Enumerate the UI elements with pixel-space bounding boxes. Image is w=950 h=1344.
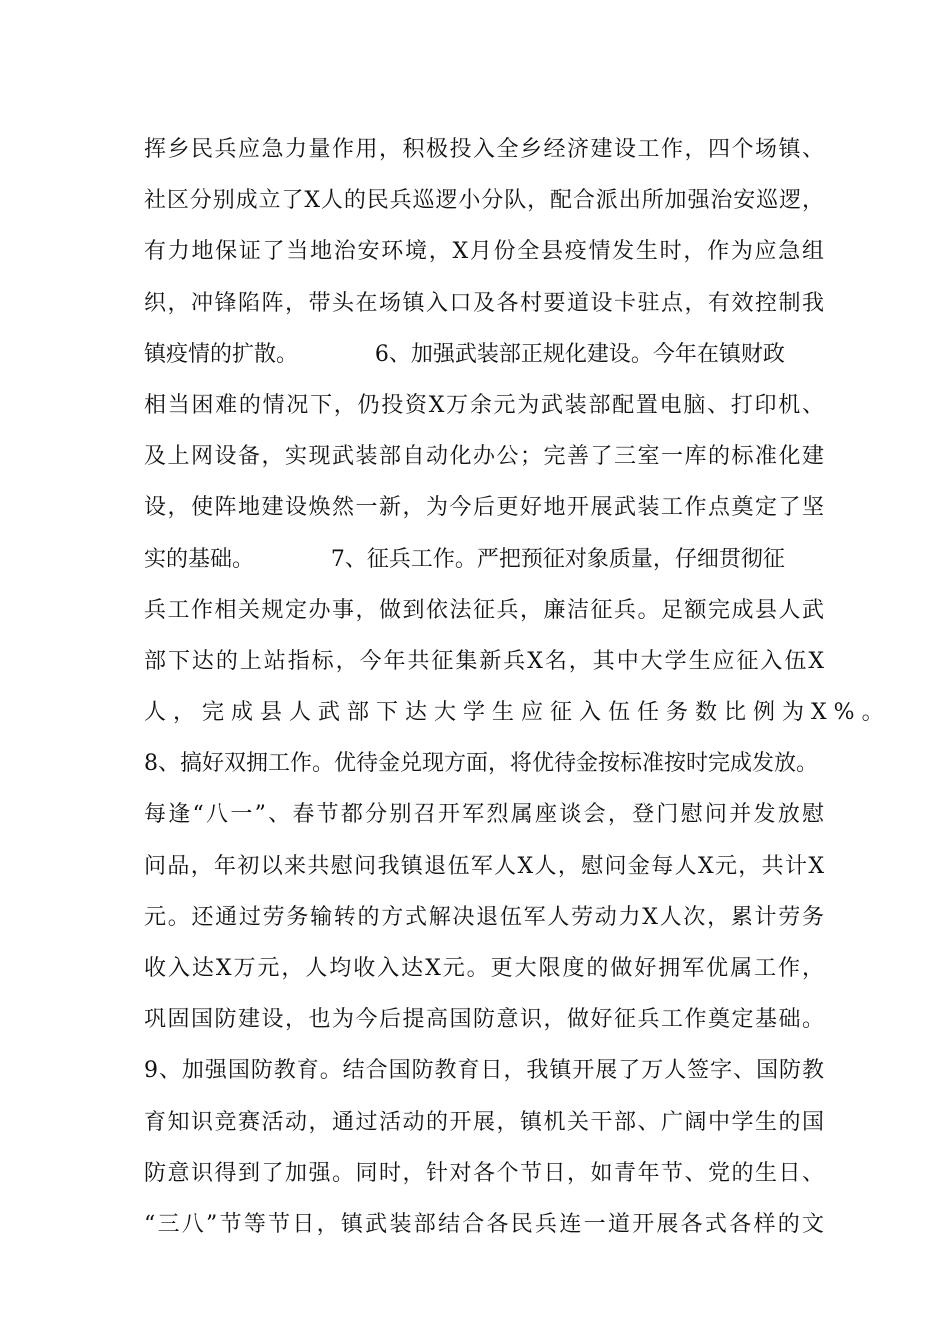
- text-line: 防意识得到了加强。同时，针对各个节日，如青年节、党的生日、: [144, 1160, 824, 1186]
- text-line: 9、加强国防教育。结合国防教育日，我镇开展了万人签字、国防教: [144, 1058, 824, 1084]
- text-line: 人，完成县人武部下达大学生应征入伍任务数比例为X%。: [144, 700, 891, 726]
- text-line: 育知识竞赛活动，通过活动的开展，镇机关干部、广阔中学生的国: [144, 1109, 824, 1135]
- text-line: 8、搞好双拥工作。优待金兑现方面，将优待金按标准按时完成发放。: [144, 751, 818, 777]
- text-line: 收入达X万元，人均收入达X元。更大限度的做好拥军优属工作，: [144, 956, 824, 981]
- text-line: 巩固国防建设，也为今后提高国防意识，做好征兵工作奠定基础。: [144, 1007, 824, 1033]
- text-line: 挥乡民兵应急力量作用，积极投入全乡经济建设工作，四个场镇、: [144, 137, 824, 162]
- text-line: 部下达的上站指标，今年共征集新兵X名，其中大学生应征入伍X: [144, 648, 824, 674]
- text-line: 及上网设备，实现武装部自动化办公；完善了三室一库的标准化建: [144, 444, 824, 470]
- text-line: 社区分别成立了X人的民兵巡逻小分队，配合派出所加强治安巡逻，: [144, 188, 824, 214]
- text-line: 相当困难的情况下，仍投资X万余元为武装部配置电脑、打印机、: [144, 392, 824, 418]
- text-line: “三八”节等节日，镇武装部结合各民兵连一道开展各式各样的文: [144, 1211, 824, 1237]
- text-line: 镇疫情的扩散。 6、加强武装部正规化建设。今年在镇财政: [144, 341, 785, 367]
- text-line: 元。还通过劳务输转的方式解决退伍军人劳动力X人次，累计劳务: [144, 904, 824, 930]
- text-line: 问品，年初以来共慰问我镇退伍军人X人，慰问金每人X元，共计X: [144, 853, 824, 879]
- text-line: 每逢“八一”、春节都分别召开军烈属座谈会，登门慰问并发放慰: [144, 802, 824, 828]
- text-line: 有力地保证了当地治安环境，X月份全县疫情发生时，作为应急组: [144, 239, 824, 265]
- body-text: [144, 124, 891, 1250]
- text-line: 织，冲锋陷阵，带头在场镇入口及各村要道设卡驻点，有效控制我: [144, 290, 824, 316]
- text-line: 兵工作相关规定办事，做到依法征兵，廉洁征兵。足额完成县人武: [144, 597, 824, 623]
- text-line: 实的基础。 7、征兵工作。严把预征对象质量，仔细贯彻征: [144, 546, 785, 572]
- text-line: 设，使阵地建设焕然一新，为今后更好地开展武装工作点奠定了坚: [144, 495, 824, 521]
